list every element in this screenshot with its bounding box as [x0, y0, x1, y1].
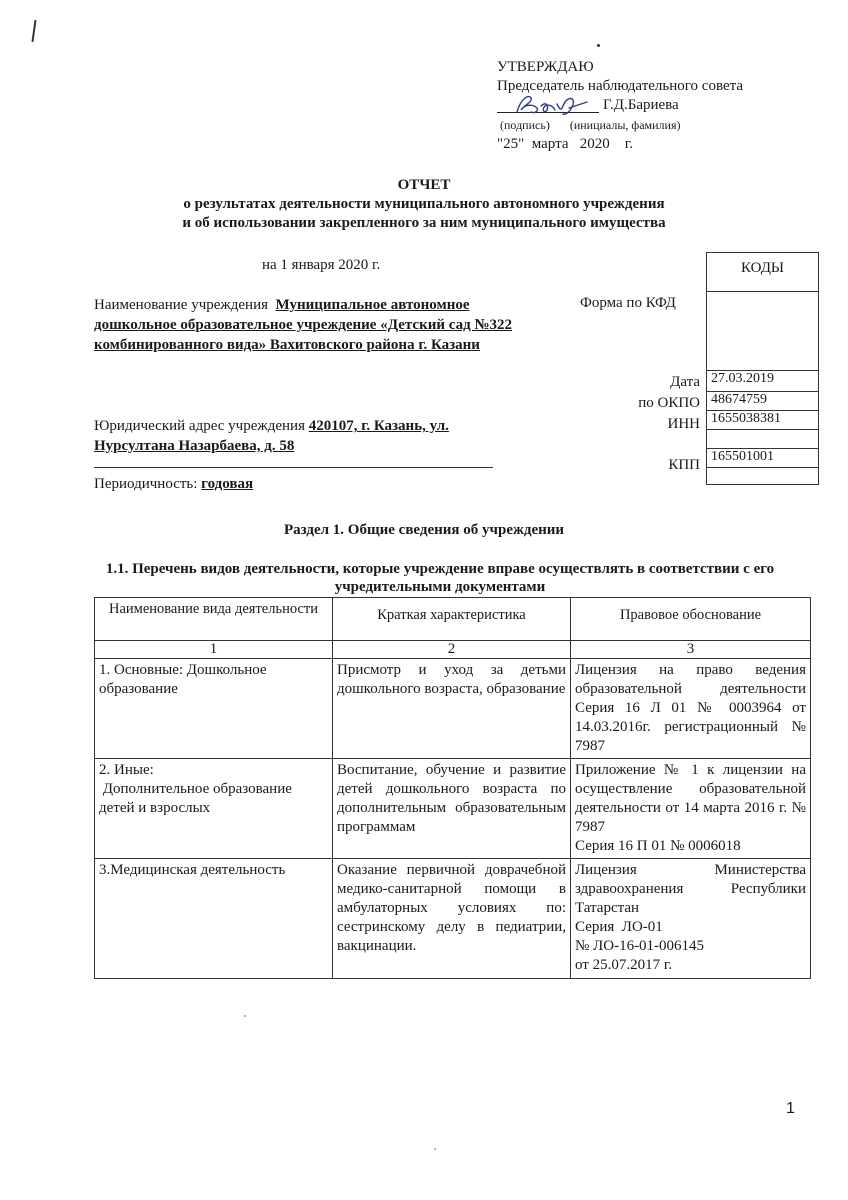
inn-label: ИНН	[667, 416, 700, 432]
date-label: Дата	[670, 374, 700, 390]
column-number-3: 3	[571, 641, 811, 659]
legal-basis-line-2: Серия 16 П 01 № 0006018	[575, 838, 741, 854]
approval-block	[497, 58, 817, 154]
title-line-3: и об использовании закрепленного за ним муниципального имущества	[182, 215, 666, 231]
divider-line	[94, 467, 493, 468]
okpo-code-cell: 48674759	[707, 392, 819, 411]
activity-name	[95, 759, 333, 859]
title-line-1: ОТЧЕТ	[397, 177, 451, 193]
legal-basis-line-1: Лицензия Министерства здравоохранения Республики Татарстан	[575, 862, 806, 916]
signature-captions	[497, 116, 817, 135]
header-legal-basis: Правовое обоснование	[571, 598, 811, 641]
table-number-row	[95, 641, 811, 659]
approval-position: Председатель наблюдательного совета	[497, 78, 743, 94]
address-label: Юридический адрес учреждения	[94, 418, 305, 434]
header-description: Краткая характеристика	[333, 598, 571, 641]
periodicity-block	[94, 476, 253, 493]
spacer-code-cell	[707, 430, 819, 449]
periodicity-label: Периодичность:	[94, 476, 198, 492]
periodicity-value: годовая	[201, 476, 254, 492]
approver-name: Г.Д.Бариева	[603, 97, 679, 113]
institution-name: Муниципальное автономное дошкольное образовательное учреждение «Детский сад №322 комбинированного вида» Вахитовского района г. Казани	[94, 297, 513, 353]
column-number-1: 1	[95, 641, 333, 659]
legal-basis-line-2: Серия ЛО-01	[575, 919, 663, 935]
scan-speck	[244, 1015, 246, 1017]
institution-block	[94, 295, 534, 355]
caption-signature: (подпись)	[500, 118, 550, 132]
table-row	[95, 859, 811, 979]
form-code-cell	[707, 292, 819, 371]
section-subtitle: 1.1. Перечень видов деятельности, которые учреждение вправе осуществлять в соответствии с его учредительными документами	[105, 561, 775, 595]
activity-description: Присмотр и уход за детьми дошкольного возраста, образование	[333, 659, 571, 759]
form-label: Форма по КФД	[580, 295, 676, 311]
table-header-row	[95, 598, 811, 641]
address-value: 420107, г. Казань, ул. Нурсултана Назарбаева, д. 58	[94, 418, 449, 454]
header-activity-name: Наименование вида деятельности	[95, 598, 333, 641]
kpp-label: КПП	[668, 457, 700, 473]
handwritten-signature	[511, 92, 591, 118]
scan-speck	[434, 1148, 436, 1150]
codes-header: КОДЫ	[707, 253, 819, 292]
activity-description: Оказание первичной доврачебной медико-санитарной помощи в амбулаторных условиях по: сестринскому делу в педиатрии, вакцинации.	[333, 859, 571, 979]
approval-heading: УТВЕРЖДАЮ	[497, 59, 594, 75]
activity-name-line-2: Дополнительное образование детей и взрослых	[99, 781, 296, 816]
margin-mark	[31, 20, 36, 42]
legal-basis-line-1: Приложение № 1 к лицензии на осуществление образовательной деятельности от 14 марта 2016 г. № 7987	[575, 762, 806, 835]
approval-date: "25" марта 2020 г.	[497, 136, 633, 152]
institution-label: Наименование учреждения	[94, 297, 269, 313]
address-block	[94, 416, 494, 456]
caption-initials: (инициалы, фамилия)	[569, 118, 681, 132]
date-code-cell: 27.03.2019	[707, 371, 819, 392]
kpp-code-cell: 165501001	[707, 449, 819, 468]
signature-row	[497, 96, 817, 116]
title-line-2: о результатах деятельности муниципального автономного учреждения	[183, 196, 665, 212]
activity-name: 3.Медицинская деятельность	[95, 859, 333, 979]
activity-description: Воспитание, обучение и развитие детей дошкольного возраста по дополнительным образовательным программам	[333, 759, 571, 859]
scan-dot	[597, 44, 600, 47]
table-row	[95, 659, 811, 759]
activity-legal-basis: Лицензия на право ведения образовательной деятельности Серия 16 Л 01 № 0003964 от 14.03.2016г. регистрационный № 7987	[571, 659, 811, 759]
inn-code-cell: 1655038381	[707, 411, 819, 430]
activities-table	[94, 597, 811, 979]
extra-code-cell	[707, 468, 819, 485]
activity-legal-basis	[571, 859, 811, 979]
activity-name-line-1: 2. Иные:	[99, 762, 154, 778]
report-title	[60, 176, 788, 233]
page-number: 1	[786, 1100, 795, 1117]
activity-legal-basis	[571, 759, 811, 859]
okpo-label: по ОКПО	[638, 395, 700, 411]
codes-table	[706, 252, 819, 485]
activity-name: 1. Основные: Дошкольное образование	[95, 659, 333, 759]
legal-basis-line-3: № ЛО-16-01-006145	[575, 938, 705, 954]
table-row	[95, 759, 811, 859]
report-date: на 1 января 2020 г.	[262, 257, 381, 273]
section-title: Раздел 1. Общие сведения об учреждении	[283, 522, 565, 538]
legal-basis-line-4: от 25.07.2017 г.	[575, 957, 673, 973]
column-number-2: 2	[333, 641, 571, 659]
